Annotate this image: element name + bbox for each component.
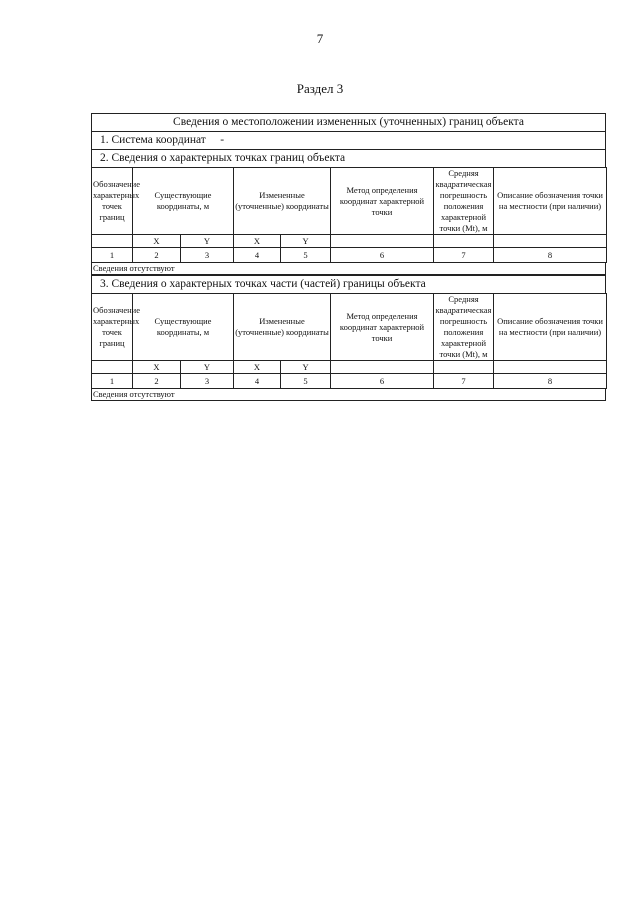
sub-y-changed: Y	[281, 235, 331, 248]
col-number: 1	[92, 248, 133, 263]
points-table	[91, 293, 607, 389]
sub-empty	[92, 361, 133, 374]
sub-x-changed: X	[234, 235, 281, 248]
header-error: Средняя квадратическая погрешность положения характерной точки (Mt), м	[434, 294, 494, 361]
sub-empty	[494, 361, 607, 374]
col-number: 3	[181, 248, 234, 263]
col-number: 2	[133, 374, 181, 389]
sub-y-existing: Y	[181, 361, 234, 374]
sub-y-existing: Y	[181, 235, 234, 248]
block-title: 3. Сведения о характерных точках части (частей) границы объекта	[91, 275, 606, 293]
boundaries-sheet	[91, 113, 606, 401]
sub-x-existing: X	[133, 235, 181, 248]
col-number: 1	[92, 374, 133, 389]
header-error: Средняя квадратическая погрешность положения характерной точки (Mt), м	[434, 168, 494, 235]
sub-x-existing: X	[133, 361, 181, 374]
sub-empty	[434, 235, 494, 248]
col-number: 8	[494, 374, 607, 389]
no-data-note: Сведения отсутствуют	[91, 263, 606, 275]
header-method: Метод определения координат характерной точки	[331, 294, 434, 361]
header-changed-coords: Измененные (уточненные) координаты	[234, 168, 331, 235]
col-number: 7	[434, 248, 494, 263]
header-existing-coords: Существующие координаты, м	[133, 294, 234, 361]
main-header: Сведения о местоположении измененных (уточненных) границ объекта	[91, 113, 606, 131]
header-description: Описание обозначения точки на местности (при наличии)	[494, 294, 607, 361]
coord-system-value: -	[220, 134, 225, 146]
col-number: 2	[133, 248, 181, 263]
col-number: 4	[234, 374, 281, 389]
sub-empty	[331, 361, 434, 374]
header-description: Описание обозначения точки на местности (при наличии)	[494, 168, 607, 235]
header-method: Метод определения координат характерной точки	[331, 168, 434, 235]
header-designation: Обозначение характерных точек границ	[92, 294, 133, 361]
sub-empty	[331, 235, 434, 248]
coord-system-label: 1. Система координат	[100, 134, 206, 146]
col-number: 5	[281, 248, 331, 263]
col-number: 6	[331, 374, 434, 389]
col-number: 4	[234, 248, 281, 263]
col-number: 8	[494, 248, 607, 263]
col-number: 7	[434, 374, 494, 389]
points-table	[91, 167, 607, 263]
header-existing-coords: Существующие координаты, м	[133, 168, 234, 235]
sub-empty	[494, 235, 607, 248]
sub-empty	[434, 361, 494, 374]
sub-x-changed: X	[234, 361, 281, 374]
col-number: 6	[331, 248, 434, 263]
col-number: 5	[281, 374, 331, 389]
coord-system-row	[91, 131, 606, 149]
header-designation: Обозначение характерных точек границ	[92, 168, 133, 235]
block-title: 2. Сведения о характерных точках границ объекта	[91, 149, 606, 167]
no-data-note: Сведения отсутствуют	[91, 389, 606, 401]
col-number: 3	[181, 374, 234, 389]
sub-y-changed: Y	[281, 361, 331, 374]
section-title: Раздел 3	[296, 81, 344, 96]
header-changed-coords: Измененные (уточненные) координаты	[234, 294, 331, 361]
sub-empty	[92, 235, 133, 248]
page-number: 7	[316, 31, 324, 46]
